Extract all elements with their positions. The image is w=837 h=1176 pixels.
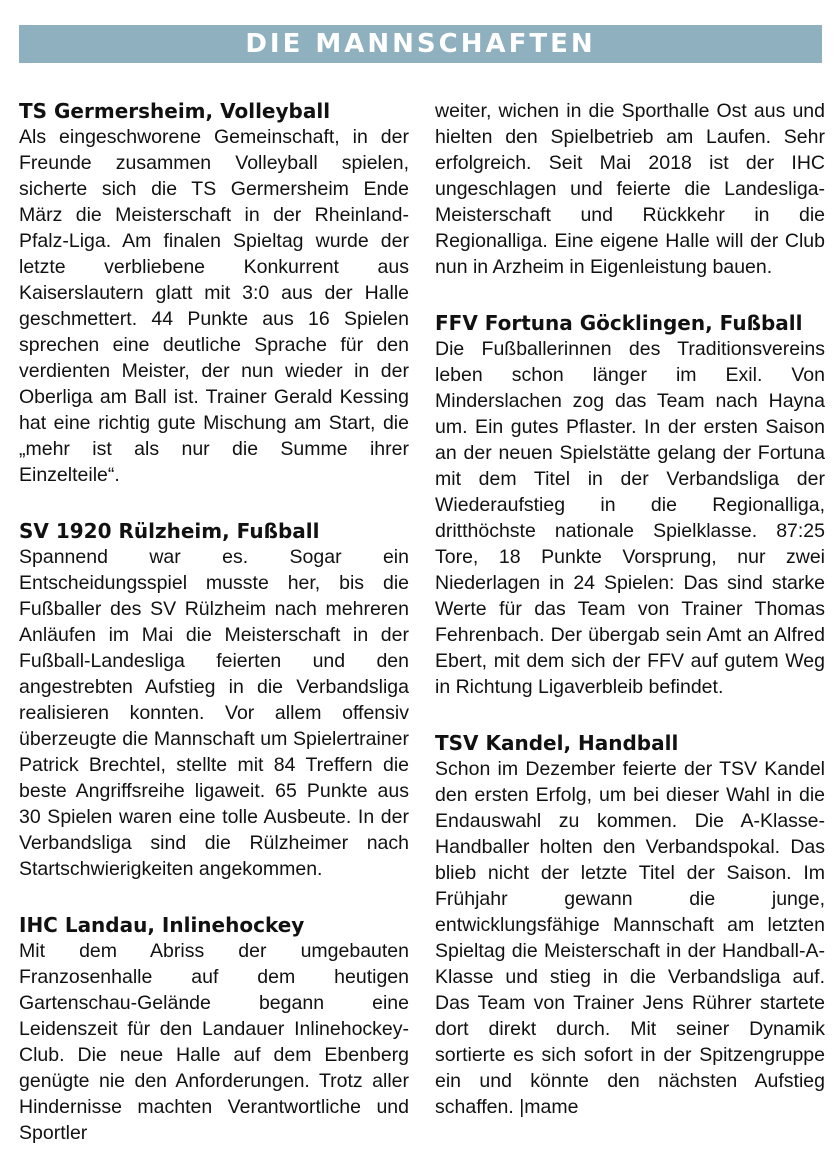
article-title: IHC Landau, Inlinehockey xyxy=(19,913,305,937)
section-title: DIE MANNSCHAFTEN xyxy=(245,29,596,59)
article-sv-ruelzheim xyxy=(19,518,409,882)
article-body: Die Fußballerinnen des Traditionsvereins leben schon länger im Exil. Von Minderslachen zog das Team nach Hayna um. Ein gutes Pflaster. In der ersten Saison an der neuen Spielstätte gelang der Fortuna mit dem Titel in der Verbandsliga der Wiederaufstieg in die Regionalliga, dritthöchste nationale Spielklasse. 87:25 Tore, 18 Punkte Vorsprung, nur zwei Niederlagen in 24 Spielen: Das sind starke Werte für das Team von Trainer Thomas Fehrenbach. Der übergab sein Amt an Alfred Ebert, mit dem sich der FFV auf gutem Weg in Richtung Ligaverbleib befindet. xyxy=(435,338,825,698)
right-column xyxy=(435,98,825,1150)
article-body-continued: weiter, wichen in die Sporthalle Ost aus und hielten den Spielbetrieb am Laufen. Sehr erfolgreich. Seit Mai 2018 ist der IHC ungeschlagen und feierte die Landesliga-Meisterschaft und Rückkehr in die Regionalliga. Eine eigene Halle will der Club nun in Arzheim in Eigenleistung bauen. xyxy=(435,100,825,278)
article-tsv-kandel xyxy=(435,730,825,1120)
article-title: SV 1920 Rülzheim, Fußball xyxy=(19,519,320,543)
author-signature: |mame xyxy=(519,1096,579,1118)
article-body: Spannend war es. Sogar ein Entscheidungsspiel musste her, bis die Fußballer des SV Rülzheim nach mehreren Anläufen im Mai die Meisterschaft in der Fußball-Landesliga feierten und den angestrebten Aufstieg in die Verbandsliga realisieren konnten. Vor allem offensiv überzeugte die Mannschaft um Spielertrainer Patrick Brechtel, stellte mit 84 Treffern die beste Angriffsreihe ligaweit. 65 Punkte aus 30 Spielen waren eine tolle Ausbeute. In der Verbandsliga sind die Rülzheimer nach Startschwierigkeiten angekommen. xyxy=(19,546,409,880)
article-body: Als eingeschworene Gemeinschaft, in der Freunde zusammen Volleyball spielen, sicherte sich die TS Germersheim Ende März die Meisterschaft in der Rheinland-Pfalz-Liga. Am finalen Spieltag wurde der letzte verbliebene Konkurrent aus Kaiserslautern glatt mit 3:0 aus der Halle geschmettert. 44 Punkte aus 16 Spielen sprechen eine deutliche Sprache für den verdienten Meister, der nun wieder in der Oberliga am Ball ist. Trainer Gerald Kessing hat eine richtig gute Mischung am Start, die „mehr ist als nur die Summe ihrer Einzelteile“. xyxy=(19,126,409,486)
article-title: FFV Fortuna Göcklingen, Fußball xyxy=(435,311,803,335)
article-ts-germersheim xyxy=(19,98,409,488)
article-body xyxy=(435,756,825,1120)
left-column xyxy=(19,98,409,1176)
article-title: TS Germersheim, Volleyball xyxy=(19,99,331,123)
article-ihc-landau-continued xyxy=(435,98,825,280)
article-ihc-landau xyxy=(19,912,409,1146)
article-body: Mit dem Abriss der umgebauten Franzosenhalle auf dem heutigen Gartenschau-Gelände begann eine Leidenszeit für den Landauer Inlinehockey-Club. Die neue Halle auf dem Ebenberg genügte nie den Anforderungen. Trotz aller Hindernisse machten Verantwortliche und Sportler xyxy=(19,940,409,1144)
section-banner xyxy=(19,25,822,63)
article-ffv-fortuna xyxy=(435,310,825,700)
article-body-text: Schon im Dezember feierte der TSV Kandel den ersten Erfolg, um bei dieser Wahl in die Endauswahl zu kommen. Die A-Klasse-Handballer holten den Verbandspokal. Das blieb nicht der letzte Titel der Saison. Im Frühjahr gewann die junge, entwicklungsfähige Mannschaft am letzten Spieltag die Meisterschaft in der Handball-A-Klasse und stieg in die Verbandsliga auf. Das Team von Trainer Jens Rührer startete dort direkt durch. Mit seiner Dynamik sortierte es sich sofort in der Spitzengruppe ein und könnte den nächsten Aufstieg schaffen. xyxy=(435,758,825,1118)
article-title: TSV Kandel, Handball xyxy=(435,731,679,755)
